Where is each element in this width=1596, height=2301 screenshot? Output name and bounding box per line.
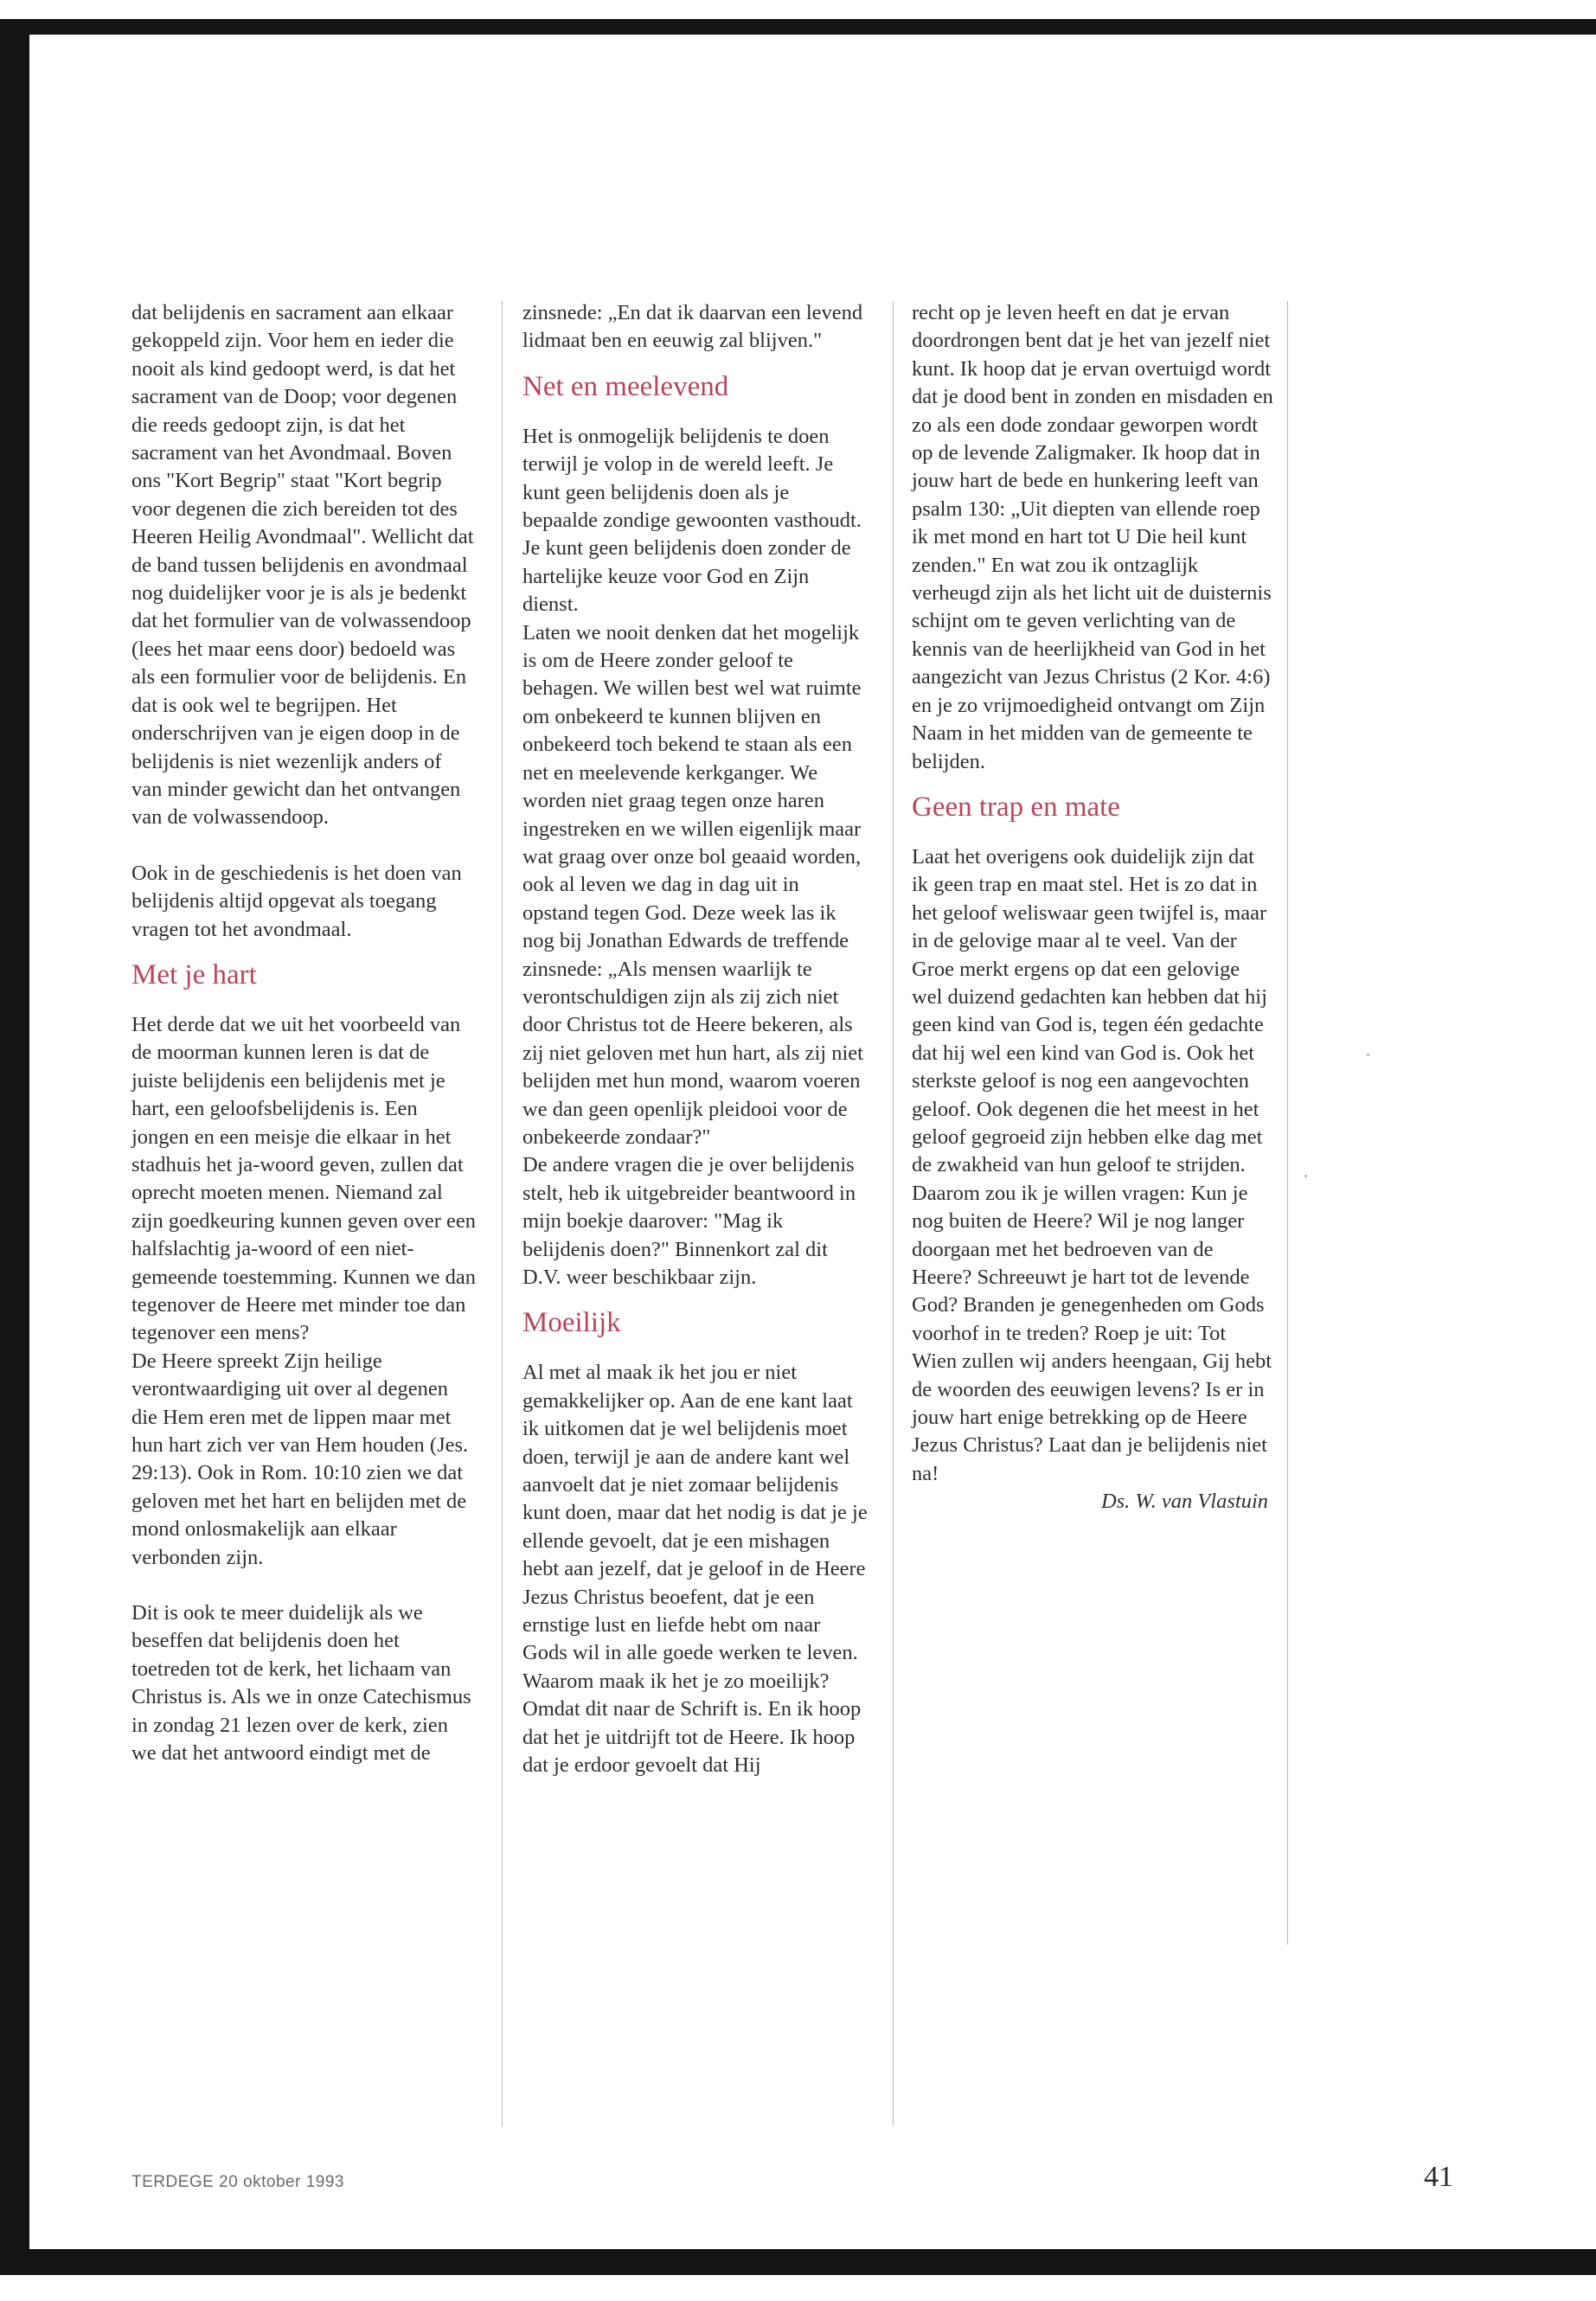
paragraph: Al met al maak ik het jou er niet gemakkelijker op. Aan de ene kant laat ik uitkomen dat je wel belijdenis moet doen, terwijl je aan de andere kant wel aanvoelt dat je niet zomaar belijdenis kunt doen, maar dat het nodig is dat je je ellende gevoelt, dat je een mishagen hebt aan jezelf, dat je geloof in de Heere Jezus Christus beoefent, dat je een ernstige lust en liefde hebt om naar Gods wil in alle goede werken te leven.	[522, 1361, 868, 1665]
paragraph: Laten we nooit denken dat het mogelijk is om de Heere zonder geloof te behagen. We willen best wel wat ruimte om onbekeerd te kunnen blijven en onbekeerd toch bekend te staan als een net en meelevende kerkganger. We worden niet graag tegen onze haren ingestreken en we willen eigenlijk maar wat graag over onze bol geaaid worden, ook al leven we dag in dag uit in opstand tegen God. Deze week las ik nog bij Jonathan Edwards de treffende zinsnede: „Als mensen waarlijk te verontschuldigen zijn als zij zich niet door Christus tot de Heere bekeren, als zij niet geloven met hun hart, als zij niet belijden met hun mond, waarom voeren we dan geen openlijk pleidooi voor de onbekeerde zondaar?"	[522, 620, 863, 1149]
article-column-2	[522, 299, 869, 1780]
scan-border-left	[0, 19, 29, 2251]
paragraph: Het is onmogelijk belijdenis te doen terwijl je volop in de wereld leeft. Je kunt geen belijdenis doen als je bepaalde zondige gewoonten vasthoudt. Je kunt geen belijdenis doen zonder de hartelijke keuze voor God en Zijn dienst.	[522, 424, 862, 617]
paragraph: Dit is ook te meer duidelijk als we beseffen dat belijdenis doen het toetreden tot de kerk, het lichaam van Christus is. Als we in onze Catechismus in zondag 21 lezen over de kerk, zien we dat het antwoord eindigt met de	[131, 1601, 471, 1766]
section-heading: Met je hart	[131, 958, 257, 990]
paragraph-gap	[131, 832, 478, 860]
paragraph: recht op je leven heeft en dat je ervan doordrongen bent dat je het van jezelf niet kunt. Ik hoop dat je ervan overtuigd wordt dat je dood bent in zonden en misdaden en zo als een dode zondaar geworpen wordt op de levende Zaligmaker. Ik hoop dat in jouw hart de bede en hunkering leeft van psalm 130: „Uit diepten van ellende roep ik met mond en hart tot U Die heil kunt zenden." En wat zou ik ontzaglijk verheugd zijn als het licht uit de duisternis schijnt om te geven verlichting van de kennis van de heerlijkheid van God in het aangezicht van Jezus Christus (2 Kor. 4:6) en je zo vrijmoedigheid ontvangt om Zijn Naam in het midden van de gemeente te belijden.	[912, 301, 1273, 773]
scan-speck	[1367, 1054, 1369, 1056]
article-column-3	[912, 299, 1275, 1516]
section-heading: Moeilijk	[522, 1307, 621, 1339]
paragraph: Ook in de geschiedenis is het doen van belijdenis altijd opgevat als toegang vragen tot het avondmaal.	[131, 861, 462, 941]
paragraph: dat belijdenis en sacrament aan elkaar gekoppeld zijn. Voor hem en ieder die nooit als kind gedoopt werd, is dat het sacrament van de Doop; voor degenen die reeds gedoopt zijn, is dat het sacrament van het Avondmaal. Boven ons "Kort Begrip" staat "Kort begrip voor degenen die zich bereiden tot des Heeren Heilig Avondmaal". Wellicht dat de band tussen belijdenis en avondmaal nog duidelijker voor je is als je bedenkt dat het formulier van de volwassendoop (lees het maar eens door) bedoeld was als een formulier voor de belijdenis. En dat is ook wel te begrijpen. Het onderschrijven van je eigen doop in de belijdenis is niet wezenlijk anders of van minder gewicht dan het ontvangen van de volwassendoop.	[131, 301, 474, 830]
column-divider	[1287, 301, 1288, 1945]
paragraph: Laat het overigens ook duidelijk zijn dat ik geen trap en maat stel. Het is zo dat in het geloof weliswaar geen twijfel is, maar in de gelovige maar al te veel. Van der Groe merkt ergens op dat een gelovige wel duizend gedachten kan hebben dat hij geen kind van God is, tegen één gedachte dat hij wel een kind van God is. Ook het sterkste geloof is nog een aangevochten geloof. Ook degenen die het meest in het geloof gegroeid zijn hebben elke dag met de zwakheid van hun geloof te strijden. Daarom zou ik je willen vragen: Kun je nog buiten de Heere? Wil je nog langer doorgaan met het bedroeven van de Heere? Schreeuwt je hart tot de levende God? Branden je genegenheden om Gods voorhof in te treden? Roep je uit: Tot Wien zullen wij anders heengaan, Gij hebt de woorden des eeuwigen levens? Is er in jouw hart enige betrekking op de Heere Jezus Christus? Laat dan je belijdenis niet na!	[912, 844, 1272, 1485]
section-heading: Net en meelevend	[522, 370, 729, 402]
paragraph: De Heere spreekt Zijn heilige verontwaardiging uit over al degenen die Hem eren met de lippen maar met hun hart zich ver van Hem houden (Jes. 29:13). Ook in Rom. 10:10 zien we dat geloven met het hart en belijden met de mond onlosmakelijk aan elkaar verbonden zijn.	[131, 1349, 469, 1569]
page-number: 41	[1424, 2161, 1453, 2193]
scan-border-bottom	[0, 2249, 1596, 2275]
paragraph: De andere vragen die je over belijdenis stelt, heb ik uitgebreider beantwoord in mijn boekje daarover: "Mag ik belijdenis doen?" Binnenkort zal dit D.V. weer beschikbaar zijn.	[522, 1153, 856, 1289]
column-divider	[893, 301, 894, 2126]
section-heading: Geen trap en mate	[912, 791, 1120, 823]
scan-speck	[1304, 1175, 1307, 1177]
paragraph: Waarom maak ik het je zo moeilijk? Omdat dit naar de Schrift is. En ik hoop dat het je uitdrijft tot de Heere. Ik hoop dat je erdoor gevoelt dat Hij	[522, 1669, 862, 1778]
paragraph-gap	[131, 1572, 478, 1599]
author-signature: Ds. W. van Vlastuin	[1100, 1490, 1268, 1514]
paragraph: Het derde dat we uit het voorbeeld van de moorman kunnen leren is dat de juiste belijdenis een belijdenis met je hart, een geloofsbelijdenis is. Een jongen en een meisje die elkaar in het stadhuis het ja-woord geven, zullen dat oprecht moeten menen. Niemand zal zijn goedkeuring kunnen geven over een halfslachtig ja-woord of een niet-gemeende toestemming. Kunnen we dan tegenover de Heere met minder toe dan tegenover een mens?	[131, 1012, 477, 1345]
article-column-1	[131, 299, 478, 1768]
publication-footer: TERDEGE 20 oktober 1993	[131, 2173, 344, 2191]
scan-border-top	[0, 19, 1596, 35]
column-divider	[502, 301, 503, 2126]
paragraph: zinsnede: „En dat ik daarvan een levend lidmaat ben en eeuwig zal blijven."	[522, 301, 863, 353]
